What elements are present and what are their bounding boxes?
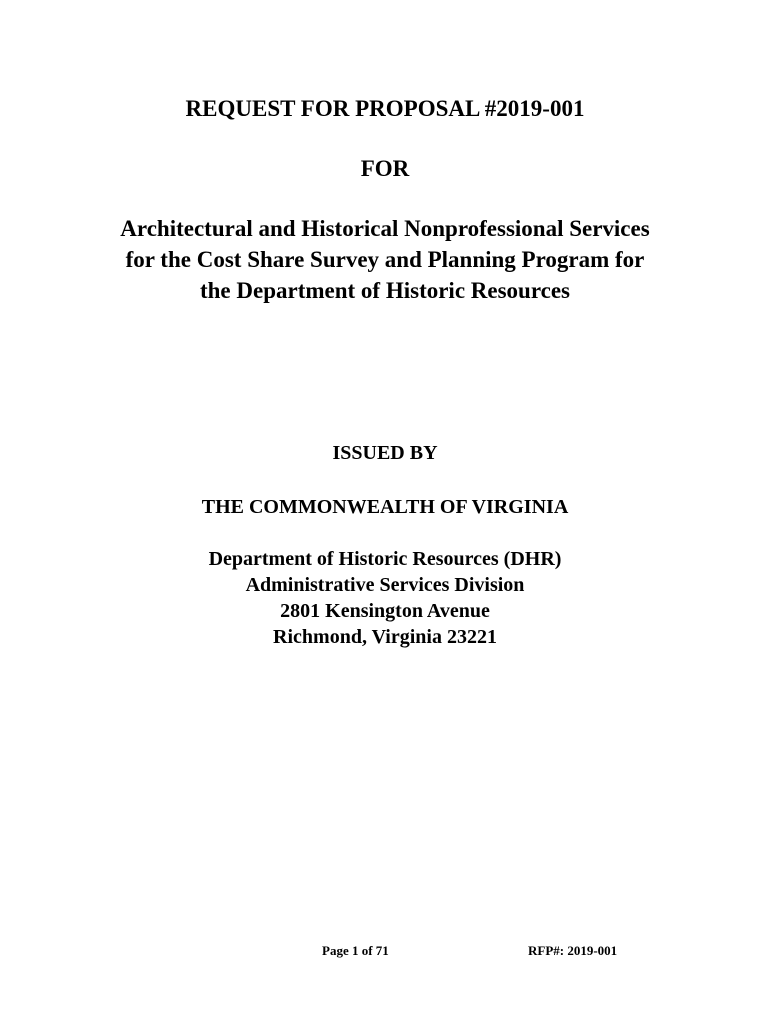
services-title bbox=[0, 213, 770, 306]
rfp-title: REQUEST FOR PROPOSAL #2019-001 bbox=[185, 96, 585, 121]
services-title-line: the Department of Historic Resources bbox=[199, 278, 571, 303]
address-line: Richmond, Virginia 23221 bbox=[273, 626, 497, 648]
footer-rfp-number: RFP#: 2019-001 bbox=[528, 943, 618, 958]
address-line: Administrative Services Division bbox=[245, 574, 525, 596]
services-title-line: for the Cost Share Survey and Planning Program for bbox=[125, 247, 645, 272]
services-title-line: Architectural and Historical Nonprofessional Services bbox=[120, 216, 650, 241]
for-heading: FOR bbox=[360, 156, 410, 181]
issuer-name: THE COMMONWEALTH OF VIRGINIA bbox=[201, 496, 569, 518]
issuer-address bbox=[0, 546, 770, 650]
address-line: Department of Historic Resources (DHR) bbox=[208, 548, 562, 570]
issued-by-heading: ISSUED BY bbox=[332, 442, 438, 464]
address-line: 2801 Kensington Avenue bbox=[280, 600, 490, 622]
page-number: Page 1 of 71 bbox=[322, 943, 389, 958]
